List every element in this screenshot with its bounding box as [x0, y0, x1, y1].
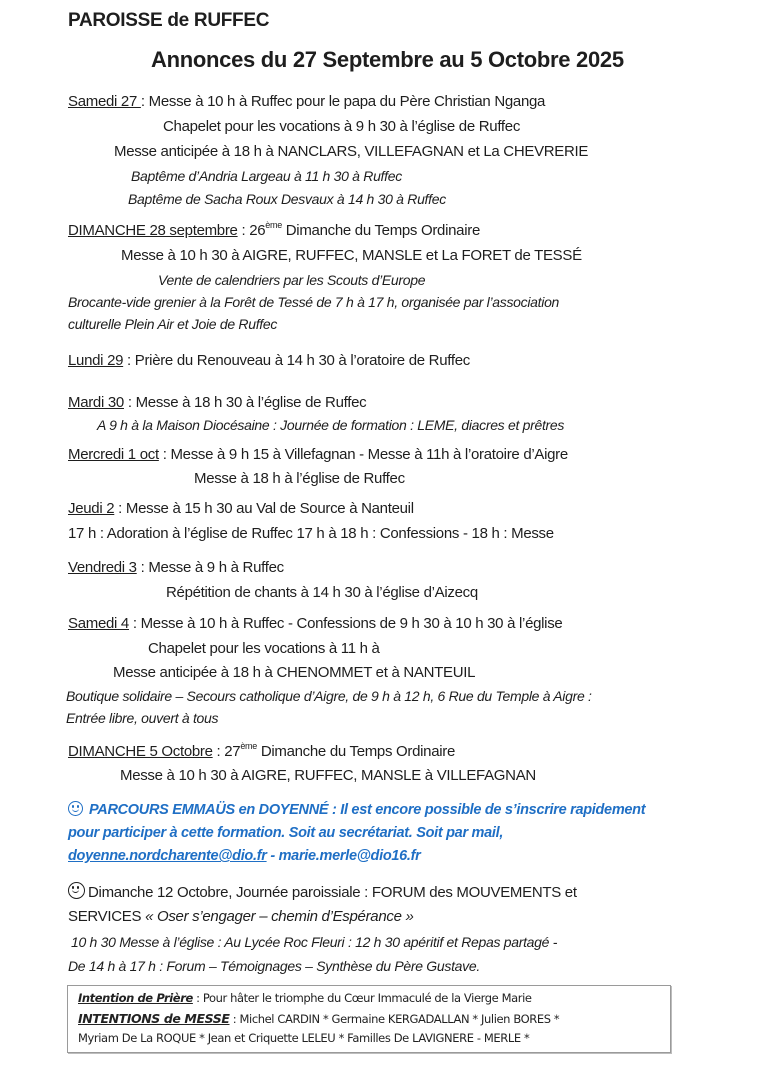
- forum-line4: De 14 h à 17 h : Forum – Témoignages – Synthèse du Père Gustave.: [68, 958, 480, 974]
- samedi-27-line3: Messe anticipée à 18 h à NANCLARS, VILLEFAGNAN et La CHEVRERIE: [114, 143, 589, 160]
- smiley-icon: [68, 801, 83, 816]
- event-text: Dimanche du Temps Ordinaire: [256, 743, 456, 760]
- intentions-box: [67, 985, 671, 1053]
- email-link-merle[interactable]: marie.merle@dio16.fr: [278, 848, 421, 864]
- vendredi-3-line2: Répétition de chants à 14 h 30 à l’église d’Aizecq: [166, 584, 478, 601]
- day-label: Samedi 27: [68, 93, 141, 110]
- event-text: Prière du Renouveau à 14 h 30 à l’oratoire de Ruffec: [134, 352, 470, 369]
- samedi-27-line1: [68, 93, 545, 110]
- samedi-27-line5: Baptême de Sacha Roux Desvaux à 14 h 30 à Ruffec: [128, 191, 446, 207]
- separator: :: [136, 559, 149, 576]
- forum-theme: « Oser s’engager – chemin d’Espérance »: [145, 908, 414, 925]
- dimanche-28-line2: Messe à 10 h 30 à AIGRE, RUFFEC, MANSLE et La FORET de TESSÉ: [121, 247, 582, 264]
- ordinal-suffix: ème: [240, 741, 257, 751]
- day-label: Samedi 4: [68, 615, 129, 632]
- email-link-doyenne[interactable]: doyenne.nordcharente@dio.fr: [68, 848, 267, 864]
- mass-text: : Michel CARDIN * Germaine KERGADALLAN * Julien BORES *: [229, 1012, 560, 1026]
- vendredi-3-line1: [68, 559, 284, 576]
- forum-services: SERVICES: [68, 908, 146, 925]
- separator: :: [123, 352, 135, 369]
- emmaus-line2: pour participer à cette formation. Soit au secrétariat. Soit par mail,: [68, 825, 504, 841]
- prayer-label: Intention de Prière: [78, 991, 193, 1005]
- day-label: Vendredi 3: [68, 559, 137, 576]
- ordinal-suffix: ème: [265, 220, 282, 230]
- day-label: Mardi 30: [68, 394, 124, 411]
- emmaus-line3: [68, 848, 421, 864]
- mardi-30-line1: [68, 394, 366, 411]
- dimanche-28-line4: Brocante-vide grenier à la Forêt de Tessé de 7 h à 17 h, organisée par l’association: [68, 294, 560, 310]
- separator: :: [140, 93, 149, 110]
- samedi-4-line5: Entrée libre, ouvert à tous: [66, 710, 219, 726]
- ordinal: 26: [249, 222, 266, 239]
- day-label: DIMANCHE 5 Octobre: [68, 743, 213, 760]
- separator: :: [114, 500, 126, 517]
- event-text: Messe à 9 h 15 à Villefagnan - Messe à 11h à l’oratoire d’Aigre: [170, 446, 568, 463]
- dimanche-28-line5: culturelle Plein Air et Joie de Ruffec: [68, 316, 278, 332]
- parish-name: PAROISSE de RUFFEC: [68, 10, 270, 31]
- separator: :: [237, 222, 250, 239]
- emmaus-line1: [68, 801, 645, 818]
- prayer-text: : Pour hâter le triomphe du Cœur Immaculé de la Vierge Marie: [192, 991, 532, 1005]
- separator: :: [212, 743, 225, 760]
- event-text: Messe à 18 h 30 à l’église de Ruffec: [135, 394, 367, 411]
- event-text: Dimanche du Temps Ordinaire: [281, 222, 480, 239]
- mardi-30-line2: A 9 h à la Maison Diocésaine : Journée de formation : LEME, diacres et prêtres: [97, 417, 565, 433]
- day-label: Jeudi 2: [68, 500, 115, 517]
- separator: :: [123, 394, 136, 411]
- day-label: Mercredi 1 oct: [68, 446, 159, 463]
- day-label: Lundi 29: [68, 352, 124, 369]
- mass-intentions-cont: Myriam De La ROQUE * Jean et Criquette LELEU * Familles De LAVIGNERE - MERLE *: [78, 1031, 530, 1045]
- dimanche-5-line2: Messe à 10 h 30 à AIGRE, RUFFEC, MANSLE à VILLEFAGNAN: [120, 767, 536, 784]
- mass-label: INTENTIONS de MESSE: [78, 1011, 230, 1026]
- mass-intentions: [78, 1011, 559, 1026]
- dimanche-28-line1: [68, 222, 480, 239]
- event-text: Messe à 9 h à Ruffec: [148, 559, 284, 576]
- forum-text: Dimanche 12 Octobre, Journée paroissiale : FORUM des MOUVEMENTS et: [88, 884, 577, 901]
- mercredi-1-line2: Messe à 18 h à l’église de Ruffec: [194, 470, 405, 487]
- forum-line1: [68, 882, 577, 901]
- separator: :: [128, 615, 141, 632]
- separator: :: [158, 446, 171, 463]
- prayer-intention: [78, 991, 532, 1005]
- samedi-4-line4: Boutique solidaire – Secours catholique d’Aigre, de 9 h à 12 h, 6 Rue du Temple à Aigre :: [66, 688, 592, 704]
- samedi-4-line1: [68, 615, 562, 632]
- lundi-29-line1: [68, 352, 470, 369]
- emmaus-text: PARCOURS EMMAÜS en DOYENNÉ : Il est encore possible de s’inscrire rapidement: [89, 802, 646, 818]
- samedi-4-line3: Messe anticipée à 18 h à CHENOMMET et à NANTEUIL: [113, 664, 476, 681]
- day-label: DIMANCHE 28 septembre: [68, 222, 238, 239]
- forum-line2: [68, 908, 414, 925]
- smiley-icon: [68, 882, 85, 899]
- jeudi-2-line1: [68, 500, 414, 517]
- dimanche-28-line3: Vente de calendriers par les Scouts d’Europe: [158, 272, 426, 288]
- dimanche-5-line1: [68, 743, 455, 760]
- samedi-27-line4: Baptême d’Andria Largeau à 11 h 30 à Ruffec: [131, 168, 402, 184]
- jeudi-2-line2: 17 h : Adoration à l’église de Ruffec 17 h à 18 h : Confessions - 18 h : Messe: [68, 525, 554, 542]
- samedi-4-line2: Chapelet pour les vocations à 11 h à: [148, 640, 380, 657]
- email-separator: -: [266, 848, 279, 864]
- event-text: Messe à 10 h à Ruffec - Confessions de 9 h 30 à 10 h 30 à l’église: [140, 615, 563, 632]
- mercredi-1-line1: [68, 446, 568, 463]
- page-title: Annonces du 27 Septembre au 5 Octobre 2025: [151, 47, 624, 72]
- event-text: Messe à 15 h 30 au Val de Source à Nanteuil: [125, 500, 414, 517]
- samedi-27-line2: Chapelet pour les vocations à 9 h 30 à l’église de Ruffec: [163, 118, 521, 135]
- ordinal: 27: [224, 743, 241, 760]
- event-text: Messe à 10 h à Ruffec pour le papa du Père Christian Nganga: [148, 93, 546, 110]
- forum-line3: 10 h 30 Messe à l’église : Au Lycée Roc Fleuri : 12 h 30 apéritif et Repas partagé -: [71, 934, 558, 950]
